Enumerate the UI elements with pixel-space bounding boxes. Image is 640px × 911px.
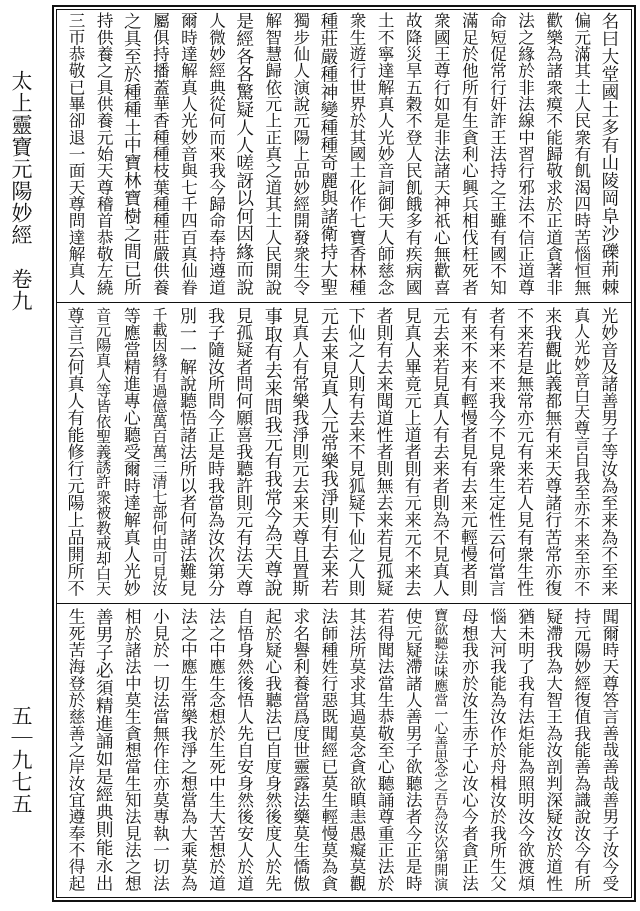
text-column: 其法所莫求其過莫念貪欲瞋恚愚癡莫觀 bbox=[347, 608, 367, 892]
text-column: 寶欲聽法味應當一心善思念之吾為汝次第開演 bbox=[432, 608, 449, 891]
text-column: 之具至於種種土中寶林寶樹之間已所 bbox=[121, 12, 142, 296]
text-column: 真人光妙音白天尊言自我至亦不来至亦不 bbox=[571, 307, 591, 597]
text-column: 光妙音及諸善男子等汝為至来為不至来 bbox=[598, 307, 619, 597]
text-column: 不来若是無常亦元有来若人見有衆生性 bbox=[514, 307, 535, 597]
text-column: 聞爾時天尊答言善哉善哉善男子汝今受 bbox=[599, 608, 619, 892]
text-column: 来我觀此義都無有来天尊諸行苦常亦復 bbox=[542, 307, 563, 597]
text-column: 事取有去来問我元有我常今為天尊說 bbox=[261, 307, 283, 597]
text-column: 種莊嚴種神變種種奇麗與諸衛持大聖 bbox=[317, 12, 338, 296]
margin-title: 太上靈寶元陽妙經 卷九 bbox=[9, 70, 33, 312]
text-column: 小見於一切法當無作住亦莫專執一切法 bbox=[150, 608, 170, 892]
text-column: 人微妙經典從何而來我今歸命奉持遵道 bbox=[206, 12, 226, 296]
text-column: 持供養之具供養元始天尊稽首恭敬左繞 bbox=[94, 12, 114, 296]
text-column: 猶未明了我有法炬能為照明汝今欲渡煩 bbox=[515, 608, 535, 892]
text-column: 善男子必須精進誦如是經典則能永出 bbox=[93, 608, 114, 892]
text-column: 相於諸法中莫生貪想當生知法見法之想 bbox=[122, 608, 142, 892]
text-column: 法之中應生念想於生死中生大苦想於道 bbox=[206, 608, 226, 892]
text-column: 衆生遊行世界於其國土化作七寶香林種 bbox=[347, 12, 367, 296]
text-column: 者有来不来我今不見衆生定性云何當言 bbox=[486, 307, 507, 597]
text-column: 滿足於他所有生貪利心興兵相伐枉死者 bbox=[459, 12, 479, 296]
text-column: 持元陽妙經復值我能善為識說汝今有所 bbox=[571, 608, 591, 892]
text-column: 法師種姓行惡既聞經已莫生輕慢莫為貪 bbox=[318, 608, 338, 892]
register-divider-1 bbox=[56, 302, 632, 303]
text-column: 者則有去来聞道性者則無去来若見孤疑 bbox=[374, 307, 395, 597]
text-column: 法之緣於非法線中習行邪法不信正道尊 bbox=[515, 12, 535, 296]
text-column: 起於疑心我聽法已自度身然後度人於先 bbox=[262, 608, 282, 892]
text-column: 生死苦海登於慈善之岸汝宜遵奉不得起 bbox=[66, 608, 86, 892]
text-column: 元去来若見真人有去来者則為不見真人 bbox=[430, 307, 451, 597]
text-column: 別一一解說聽悟諸法所以者何諸法難見 bbox=[177, 307, 198, 597]
text-column: 求名譽利養當爲度世靈露法藥莫生憍傲 bbox=[290, 608, 310, 892]
text-column: 自悟身然後悟人先自安身然後安人於道 bbox=[234, 608, 254, 892]
text-column: 有来不来有輕慢者見有去来元輕慢者則 bbox=[458, 307, 479, 597]
text-column: 歡樂為諸衆瘼不能歸敬求於正道貪著非 bbox=[543, 12, 563, 296]
text-column: 偏元滿其土人民衆有飢渴四時苦惱恒無 bbox=[571, 12, 591, 296]
text-column: 三帀恭敬已畢卻退一面天尊問達解真人 bbox=[66, 12, 86, 296]
margin-page-number: 五｜九七五 bbox=[9, 705, 33, 815]
text-column: 名曰大堂國土多有山陵岡阜沙礫荊棘 bbox=[598, 12, 619, 296]
text-column: 是經各各驚疑人人嗟訝以何因緣而說 bbox=[233, 12, 254, 296]
text-column: 見真人畢竟元上道者則有元来元不来去 bbox=[402, 307, 423, 597]
text-column: 法之中應生常樂我淨之想當為大乘莫為 bbox=[178, 608, 198, 892]
text-column: 解智慧歸依元上正真之道其土人民開說 bbox=[262, 12, 282, 296]
text-column: 等應當精進專心聽受爾時達解真人光妙 bbox=[121, 307, 142, 597]
text-column: 見真人有常樂我淨則元去来天尊且置斯 bbox=[289, 307, 310, 597]
text-column: 屬俱持播蓋華香種種枝葉種種莊嚴供養 bbox=[150, 12, 170, 296]
text-column: 見孤疑者問何願喜我聽許則元有法天尊 bbox=[233, 307, 254, 597]
text-panel-middle bbox=[64, 307, 626, 599]
text-column: 使元疑滯諸人善男子欲聽法者今正是時 bbox=[403, 608, 423, 892]
text-column: 若得聞法當生恭敬至心聽誦尊重正法於 bbox=[375, 608, 395, 892]
text-column: 土不寧達解真人光妙音詞御天人師慈念 bbox=[375, 12, 395, 296]
text-column: 爾時達解真人光妙音與七千四百真仙眷 bbox=[178, 12, 198, 296]
text-panel-top bbox=[64, 12, 626, 298]
text-column: 元去来見真人元常樂我淨則有去来若 bbox=[317, 307, 339, 597]
text-column: 疑滯我為大智王為汝剖判深疑汝於道性 bbox=[543, 608, 563, 892]
text-column: 故降災旱五穀不登人民飢餓多有疾病國 bbox=[403, 12, 423, 296]
text-column: 尊言云何真人有能修行元陽上品開所不 bbox=[65, 307, 86, 597]
text-column: 下仙之人則有去来不見狐疑下仙之人則 bbox=[346, 307, 367, 597]
register-divider-2 bbox=[56, 603, 632, 604]
text-column: 惱大河我能為汝作於舟楫汝於我所生父 bbox=[487, 608, 507, 892]
text-column: 母想我亦於汝生赤子心汝心今者貪正法 bbox=[459, 608, 479, 892]
text-column: 我子隨汝所問今正是時我當為汝次第分 bbox=[205, 307, 226, 597]
text-column: 衆國王尊行如是非法諸天神祇心無歡喜 bbox=[431, 12, 451, 296]
text-column: 音元陽真人等皆依聖義誘許衆被教戒却白天 bbox=[94, 307, 113, 597]
text-column: 獨步仙人演說元陽上品妙經開發衆生令 bbox=[290, 12, 310, 296]
text-column: 千載因緣有過億萬百萬三清七部何由可見汝 bbox=[150, 307, 169, 597]
text-column: 命短促常行奸詐王法持之王雖有國不知 bbox=[487, 12, 507, 296]
text-panel-bottom bbox=[64, 608, 626, 894]
